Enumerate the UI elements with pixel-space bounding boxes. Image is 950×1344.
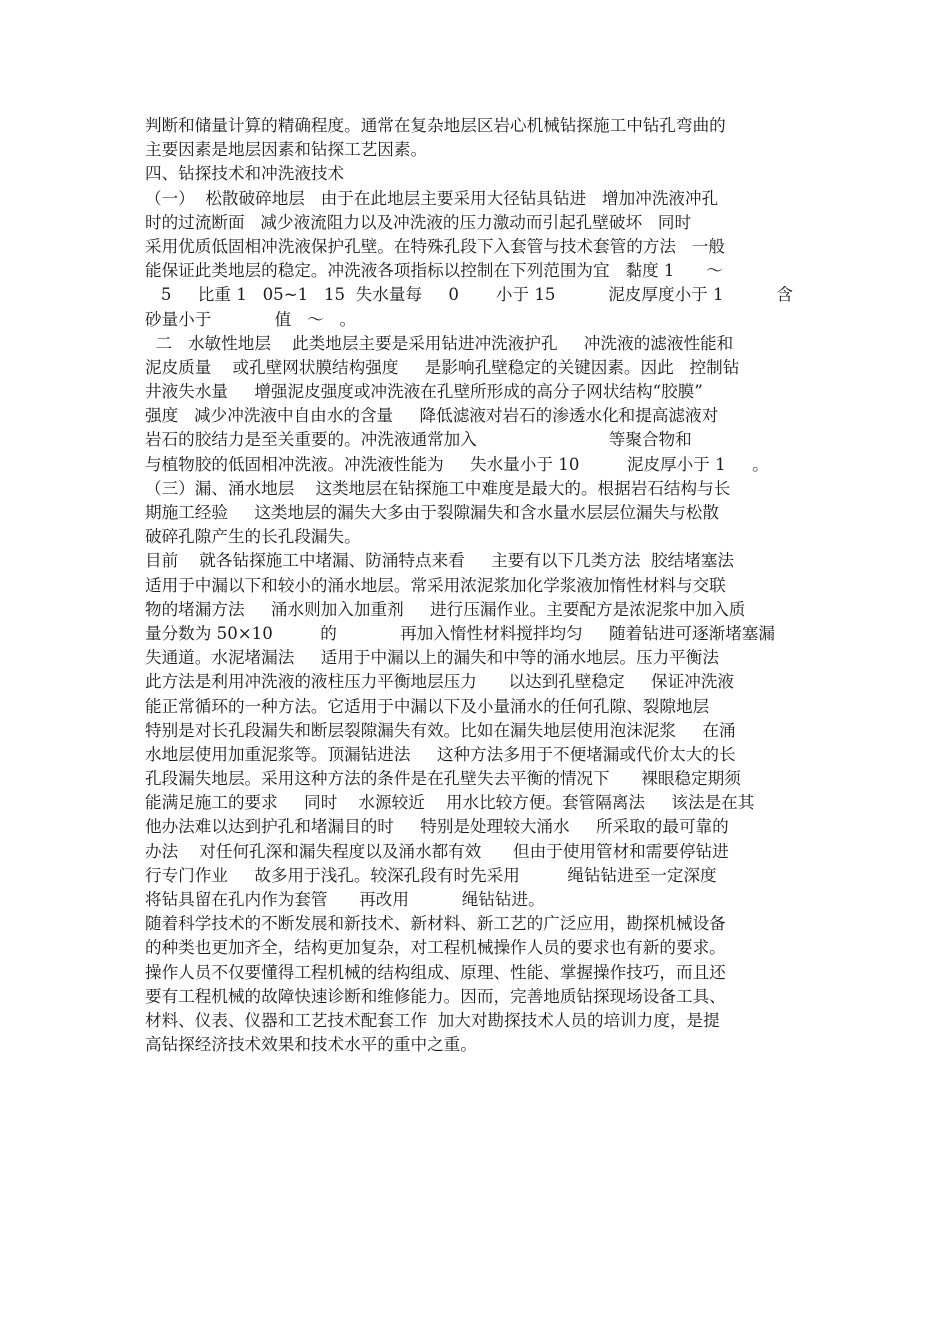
text-line: 强度 减少冲洗液中自由水的含量 降低滤液对岩石的渗透水化和提高滤液对: [145, 406, 719, 426]
text-line: 井液失水量 增强泥皮强度或冲洗液在孔壁所形成的高分子网状结构“胶膜”: [145, 382, 703, 402]
text-line: 目前 就各钻探施工中堵漏、防涌特点来看 主要有以下几类方法 胶结堵塞法: [145, 551, 735, 571]
text-line: 失通道。水泥堵漏法 适用于中漏以上的漏失和中等的涌水地层。压力平衡法: [145, 648, 719, 668]
text-line: 此方法是利用冲洗液的液柱压力平衡地层压力 以达到孔壁稳定 保证冲洗液: [145, 672, 735, 692]
text-line: 孔段漏失地层。采用这种方法的条件是在孔壁失去平衡的情况下 裸眼稳定期须: [145, 769, 741, 789]
text-line: 要有工程机械的故障快速诊断和维修能力。因而，完善地质钻探现场设备工具、: [145, 986, 726, 1006]
text-line: 随着科学技术的不断发展和新技术、新材料、新工艺的广泛应用，勘探机械设备: [145, 914, 726, 934]
text-line: 四、钻探技术和冲洗液技术: [145, 164, 345, 184]
text-line: 砂量小于 值 ～ 。: [145, 309, 357, 329]
text-line: 量分数为 50×10 的 再加入惰性材料搅拌均匀 随着钻进可逐渐堵塞漏: [145, 623, 775, 643]
text-line: （三）漏、涌水地层 这类地层在钻探施工中难度是最大的。根据岩石结构与长: [145, 478, 731, 498]
text-line: 破碎孔隙产生的长孔段漏失。: [145, 527, 361, 547]
text-line: 能正常循环的一种方法。它适用于中漏以下及小量涌水的任何孔隙、裂隙地层: [145, 696, 710, 716]
text-line: 他办法难以达到护孔和堵漏目的时 特别是处理较大涌水 所采取的最可靠的: [145, 817, 729, 837]
text-line: 判断和储量计算的精确程度。通常在复杂地层区岩心机械钻探施工中钻孔弯曲的: [145, 116, 726, 135]
text-line: 材料、仪表、仪器和工艺技术配套工作 加大对勘探技术人员的培训力度，是提: [145, 1010, 720, 1030]
text-line: 能保证此类地层的稳定。冲洗液各项指标以控制在下列范围为宜 黏度 1 ～: [145, 261, 723, 281]
text-line: 水地层使用加重泥浆等。顶漏钻进法 这种方法多用于不便堵漏或代价太大的长: [145, 744, 736, 764]
text-line: 物的堵漏方法 涌水则加入加重剂 进行压漏作业。主要配方是浓泥浆中加入质: [145, 599, 746, 619]
text-line: 泥皮质量 或孔壁网状膜结构强度 是影响孔壁稳定的关键因素。因此 控制钻: [145, 357, 740, 377]
text-line: 行专门作业 故多用于浅孔。较深孔段有时先采用 绳钻钻进至一定深度: [145, 865, 717, 885]
text-line: 操作人员不仅要懂得工程机械的结构组成、原理、性能、掌握操作技巧，而且还: [145, 962, 726, 982]
text-line: 时的过流断面 减少液流阻力以及冲洗液的压力激动而引起孔壁破坏 同时: [145, 212, 692, 232]
text-line: 能满足施工的要求 同时 水源较近 用水比较方便。套管隔离法 该法是在其: [145, 793, 755, 813]
text-line: 期施工经验 这类地层的漏失大多由于裂隙漏失和含水量水层层位漏失与松散: [145, 503, 719, 522]
text-line: 采用优质低固相冲洗液保护孔壁。在特殊孔段下入套管与技术套管的方法 一般: [145, 236, 726, 256]
text-line: 将钻具留在孔内作为套管 再改用 绳钻钻进。: [145, 890, 545, 909]
text-line: （一） 松散破碎地层 由于在此地层主要采用大径钻具钻进 增加冲洗液冲孔: [145, 188, 719, 208]
text-line: 办法 对任何孔深和漏失程度以及涌水都有效 但由于使用管材和需要停钻进: [145, 841, 729, 861]
text-line: 5 比重 1 05~1 15 失水量每 0 小于 15 泥皮厚度小于 1 含: [145, 285, 793, 305]
text-line: 适用于中漏以下和较小的涌水地层。常采用浓泥浆加化学浆液加惰性材料与交联: [145, 575, 726, 595]
text-line: 岩石的胶结力是至关重要的。冲洗液通常加入 等聚合物和: [145, 430, 692, 450]
text-line: 二 水敏性地层 此类地层主要是采用钻进冲洗液护孔 冲洗液的滤液性能和: [145, 333, 734, 353]
document-body: [145, 114, 815, 1057]
text-line: 高钻探经济技术效果和技术水平的重中之重。: [145, 1035, 477, 1055]
text-line: 的种类也更加齐全，结构更加复杂，对工程机械操作人员的要求也有新的要求。: [145, 938, 726, 958]
text-line: 特别是对长孔段漏失和断层裂隙漏失有效。比如在漏失地层使用泡沫泥浆 在涌: [145, 720, 736, 740]
text-line: 与植物胶的低固相冲洗液。冲洗液性能为 失水量小于 10 泥皮厚小于 1 。: [145, 454, 769, 474]
text-line: 主要因素是地层因素和钻探工艺因素。: [145, 140, 428, 160]
